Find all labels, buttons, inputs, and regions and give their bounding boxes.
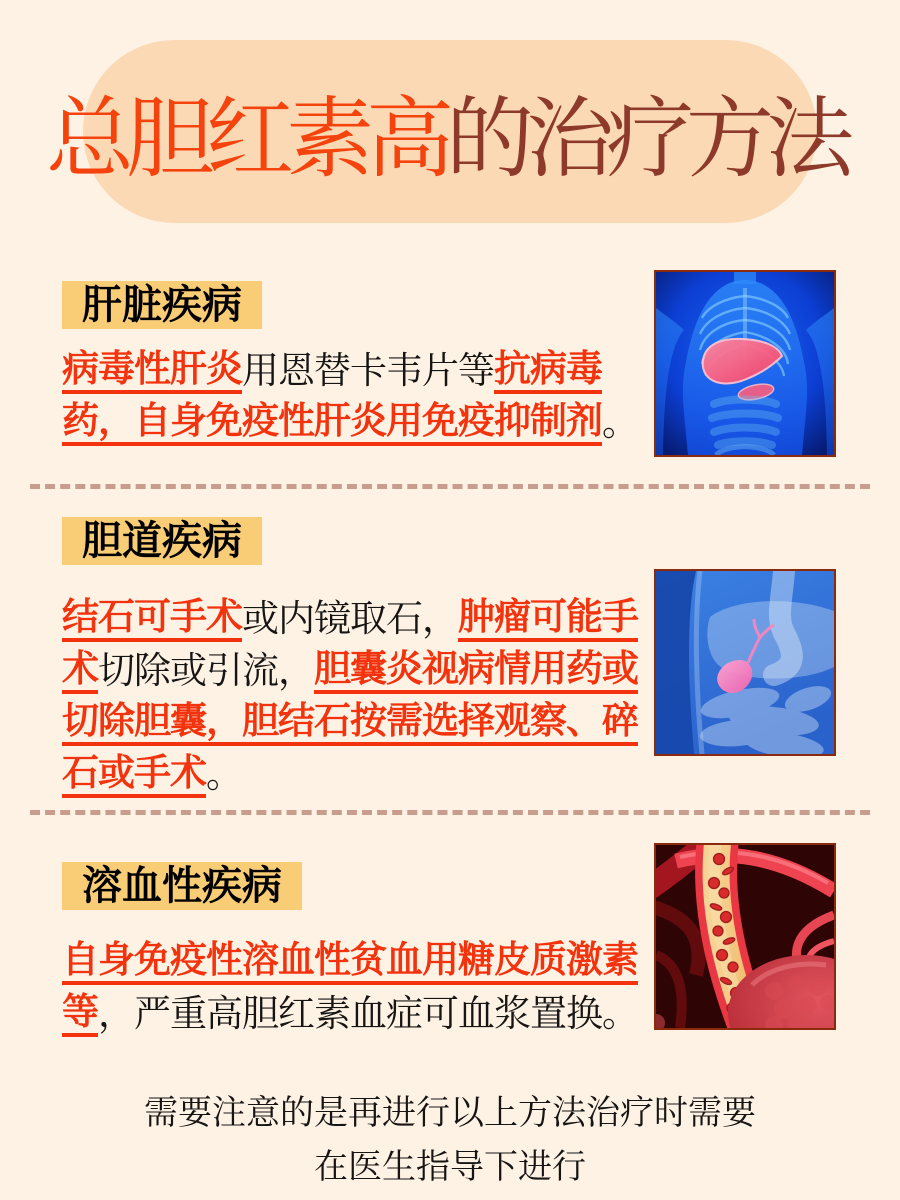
section-label-liver: 肝脏疾病 [62, 281, 262, 329]
text-segment: 或内镜取石， [242, 598, 458, 639]
page-title [46, 69, 854, 195]
text-segment: 等 [62, 992, 98, 1037]
footer-note [0, 1086, 900, 1194]
text-segment: 用恩替卡韦片等 [242, 350, 494, 391]
gallbladder-illustration [656, 571, 834, 754]
text-segment: 切除或引流， [98, 650, 314, 691]
text-segment: 抗病毒 [494, 349, 602, 394]
gallbladder-image [654, 569, 836, 756]
text-segment: 。 [206, 754, 242, 795]
text-segment: 。 [602, 402, 638, 443]
text-segment: ，严重高胆红素血症可血浆置换。 [98, 993, 638, 1034]
text-segment: 肿瘤可能手 [458, 597, 638, 642]
section-body-biliary [62, 590, 662, 798]
text-segment: 药，自身免疫性肝炎用免疫抑制剂 [62, 401, 602, 446]
liver-xray-image [654, 270, 836, 457]
text-segment: 的治疗方法 [446, 88, 847, 188]
section-body-hemolytic [62, 933, 662, 1037]
title-banner [45, 40, 847, 223]
blood-vessel-illustration [656, 845, 834, 1028]
dashed-divider-2 [30, 810, 870, 815]
section-label-biliary: 胆道疾病 [62, 517, 262, 565]
text-segment: 胆囊炎视病情用药或 [314, 649, 638, 694]
liver-xray-illustration [656, 272, 834, 455]
blood-vessel-image [654, 843, 836, 1030]
text-segment: 需要注意的是再进行以上方法治疗时需要 [144, 1094, 756, 1132]
text-segment: 总胆红素高 [45, 88, 446, 188]
section-body-liver [62, 342, 662, 446]
text-segment: 结石可手术 [62, 597, 242, 642]
text-segment: 病毒性肝炎 [62, 349, 242, 394]
text-segment: 切除胆囊，胆结石按需选择观察、碎 [62, 701, 638, 746]
dashed-divider-1 [30, 484, 870, 489]
text-segment: 在医生指导下进行 [314, 1148, 586, 1186]
text-segment: 术 [62, 649, 98, 694]
section-label-hemolytic: 溶血性疾病 [62, 862, 302, 910]
text-segment: 石或手术 [62, 753, 206, 798]
text-segment: 自身免疫性溶血性贫血用糖皮质激素 [62, 940, 638, 985]
